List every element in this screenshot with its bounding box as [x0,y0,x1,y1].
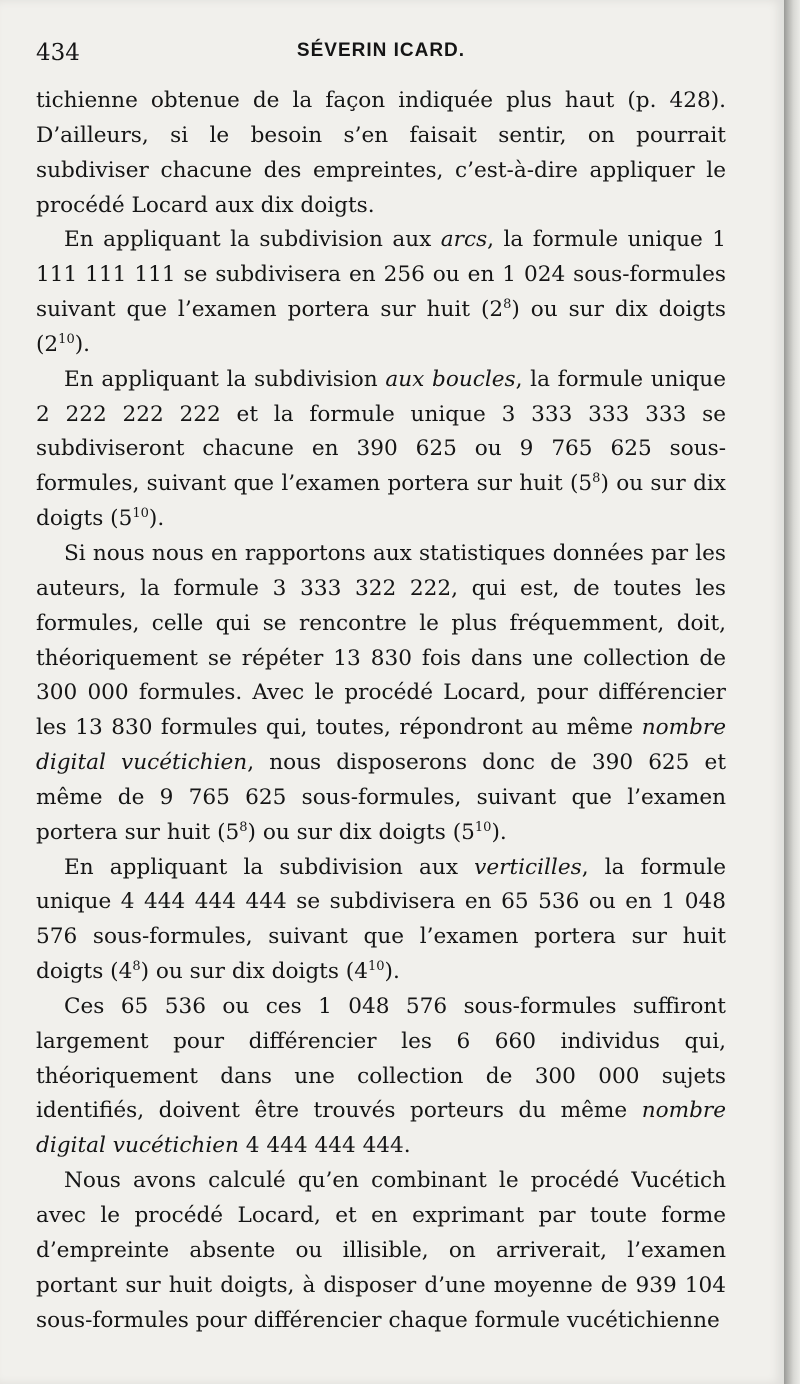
superscript-exponent: 10 [58,331,75,347]
superscript-exponent: 8 [239,819,248,835]
paragraph [36,537,726,851]
paragraph [36,851,726,990]
paragraph-text: ). [384,959,400,985]
paragraph [36,363,726,537]
paragraph-text: 4 444 444 444. [238,1133,411,1159]
italic-text: arcs [440,227,488,253]
paragraph-text: Si nous nous en rapportons aux statistiques données par les auteurs, la formule 3 333 322 222, qui est, de toutes les formules, celle qui se rencontre le plus fréquemment, doit, théoriquement se répéter 13 830 fois dans une collection de 300 000 formules. Avec le procédé Locard, pour différencier les 13 830 formules qui, toutes, répondront au même [36,540,726,741]
page-header [36,40,726,72]
paragraph-text: ). [74,331,91,357]
paragraph-text: En appliquant la subdivision aux [64,227,441,253]
italic-text: aux boucles [385,366,516,392]
book-spine-shadow [784,0,800,1384]
paragraph-text: ) ou sur dix doigts (4 [140,959,368,985]
paragraph-text: , la formule unique 4 444 444 444 se subdivisera en 65 536 ou en 1 048 576 sous-formules, suivant que l’examen portera sur huit doigts (4 [36,854,726,985]
paragraph-text: ) ou sur dix doigts (5 [36,471,726,532]
superscript-exponent: 8 [503,297,512,313]
paragraph-text: ). [491,819,507,845]
paragraph-text: Ces 65 536 ou ces 1 048 576 sous-formules suffiront largement pour différencier les 6 660 individus qui, théoriquement dans une collection de 300 000 sujets identifiés, doivent être trouvés porteurs du même [36,993,726,1124]
superscript-exponent: 10 [474,819,492,835]
running-head: SÉVERIN ICARD. [296,40,466,61]
paragraph [36,223,726,362]
paragraph-text: Nous avons calculé qu’en combinant le procédé Vucétich avec le procédé Locard, et en exprimant par toute forme d’empreinte absente ou illisible, on arriverait, l’examen portant sur huit doigts, à disposer d’une moyenne de 939 104 sous-formules pour différencier chaque formule vucétichienne [36,1168,726,1333]
paragraph-text: , nous disposerons donc de 390 625 et même de 9 765 625 sous-formules, suivant que l’examen portera sur huit (5 [36,750,726,845]
paragraph [36,84,726,223]
paragraph-text: ). [148,506,165,532]
body-text [36,84,726,1338]
paragraph-text: , la formule unique 2 222 222 222 et la formule unique 3 333 333 333 se subdiviseront chacune en 390 625 ou 9 765 625 sous-formules, suivant que l’examen portera sur huit (5 [36,366,726,497]
page-number: 434 [36,40,80,66]
paragraph-text: , la formule unique 1 111 111 111 se subdivisera en 256 ou en 1 024 sous-formules suivant que l’examen portera sur huit (2 [36,227,726,323]
italic-text: nombre digital vucétichien [36,715,726,776]
superscript-exponent: 10 [132,506,149,522]
paragraph-text: tichienne obtenue de la façon indiquée plus haut (p. 428). D’ailleurs, si le besoin s’en faisait sentir, on pourrait subdiviser chacune des empreintes, c’est-à-dire appliquer le procédé Locard aux dix doigts. [36,88,726,218]
italic-text: verticilles [474,854,582,880]
paragraph-text: En appliquant la subdivision [64,366,386,392]
paragraph-text: ) ou sur dix doigts (2 [36,297,726,357]
superscript-exponent: 10 [367,959,385,975]
paragraph [36,990,726,1164]
italic-text: nombre digital vucétichien [36,1098,726,1159]
superscript-exponent: 8 [592,471,601,487]
paragraph-text: En appliquant la subdivision aux [64,854,475,880]
superscript-exponent: 8 [132,959,141,975]
paragraph-text: ) ou sur dix doigts (5 [247,819,475,845]
paragraph [36,1164,726,1338]
